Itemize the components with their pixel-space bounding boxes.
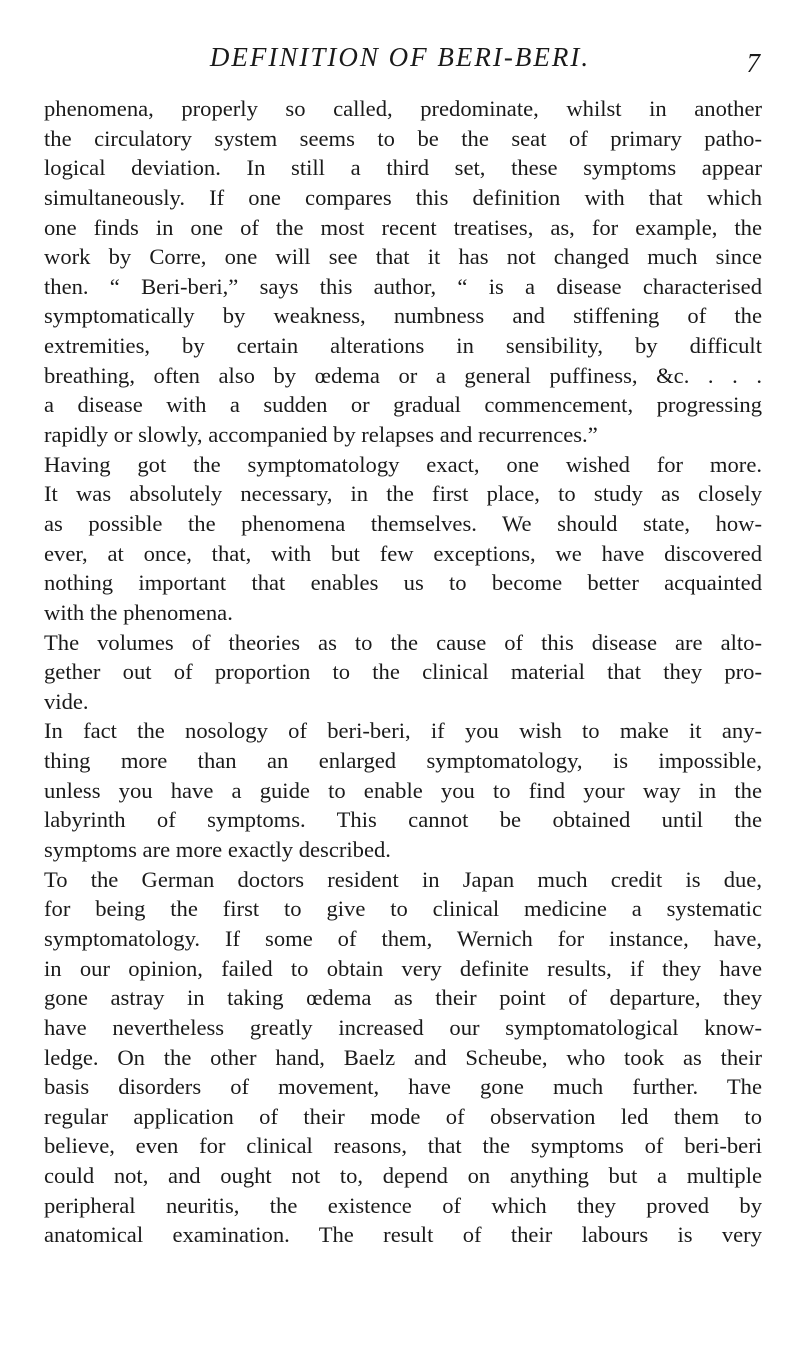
text-line: unless you have a guide to enable you to find your way in the	[44, 777, 762, 803]
text-line: symptomatology. If some of them, Wernich for instance, have,	[44, 925, 762, 951]
text-line: anatomical examination. The result of their labours is very	[44, 1222, 762, 1248]
text-line: labyrinth of symptoms. This cannot be obtained until the	[44, 807, 762, 833]
text-line: basis disorders of movement, have gone much further. The	[44, 1074, 762, 1100]
text-line: in our opinion, failed to obtain very definite results, if they have	[44, 955, 762, 981]
text-line: have nevertheless greatly increased our symptomatological know-	[44, 1014, 762, 1040]
text-line: thing more than an enlarged symptomatology, is impossible,	[44, 748, 762, 774]
text-line: believe, even for clinical reasons, that the symptoms of beri-beri	[44, 1133, 762, 1159]
running-head	[40, 42, 760, 82]
text-line: In fact the nosology of beri-beri, if you wish to make it any-	[44, 718, 762, 744]
text-line: one finds in one of the most recent treatises, as, for example, the	[44, 214, 762, 240]
text-line: gether out of proportion to the clinical material that they pro-	[44, 659, 762, 685]
text-line: with the phenomena.	[44, 599, 233, 625]
text-line: phenomena, properly so called, predominate, whilst in another	[44, 96, 762, 121]
text-line: for being the first to give to clinical medicine a systematic	[44, 896, 762, 922]
text-line: To the German doctors resident in Japan much credit is due,	[44, 866, 762, 892]
text-line: breathing, often also by œdema or a general puffiness, &c. . . .	[44, 362, 762, 388]
text-line: peripheral neuritis, the existence of which they proved by	[44, 1192, 762, 1218]
text-line: ever, at once, that, with but few exceptions, we have discovered	[44, 540, 762, 566]
text-line: nothing important that enables us to become better acquainted	[44, 570, 762, 596]
text-line: gone astray in taking œdema as their point of departure, they	[44, 985, 762, 1011]
text-line: logical deviation. In still a third set, these symptoms appear	[44, 155, 762, 181]
text-line: then. “ Beri-beri,” says this author, “ is a disease characterised	[44, 273, 762, 299]
text-line: symptoms are more exactly described.	[44, 837, 391, 863]
text-line: Having got the symptomatology exact, one wished for more.	[44, 451, 762, 477]
running-title: DEFINITION OF BERI-BERI.	[209, 42, 591, 72]
text-line: regular application of their mode of observation led them to	[44, 1103, 762, 1129]
text-line: a disease with a sudden or gradual commencement, progressing	[44, 392, 762, 418]
text-line: the circulatory system seems to be the seat of primary patho-	[44, 125, 762, 151]
text-line: vide.	[44, 688, 89, 714]
text-line: as possible the phenomena themselves. We should state, how-	[44, 510, 762, 536]
text-line: rapidly or slowly, accompanied by relapses and recurrences.”	[44, 422, 598, 448]
text-line: could not, and ought not to, depend on anything but a multiple	[44, 1163, 762, 1189]
text-line: It was absolutely necessary, in the first place, to study as closely	[44, 481, 762, 507]
page-number: 7	[746, 48, 760, 78]
text-line: The volumes of theories as to the cause of this disease are alto-	[44, 629, 762, 655]
text-line: ledge. On the other hand, Baelz and Scheube, who took as their	[44, 1044, 762, 1070]
text-line: extremities, by certain alterations in sensibility, by difficult	[44, 333, 762, 359]
text-line: simultaneously. If one compares this definition with that which	[44, 184, 762, 210]
text-line: symptomatically by weakness, numbness and stiffening of the	[44, 303, 762, 329]
text-line: work by Corre, one will see that it has not changed much since	[44, 244, 762, 270]
body-text	[44, 94, 762, 1250]
